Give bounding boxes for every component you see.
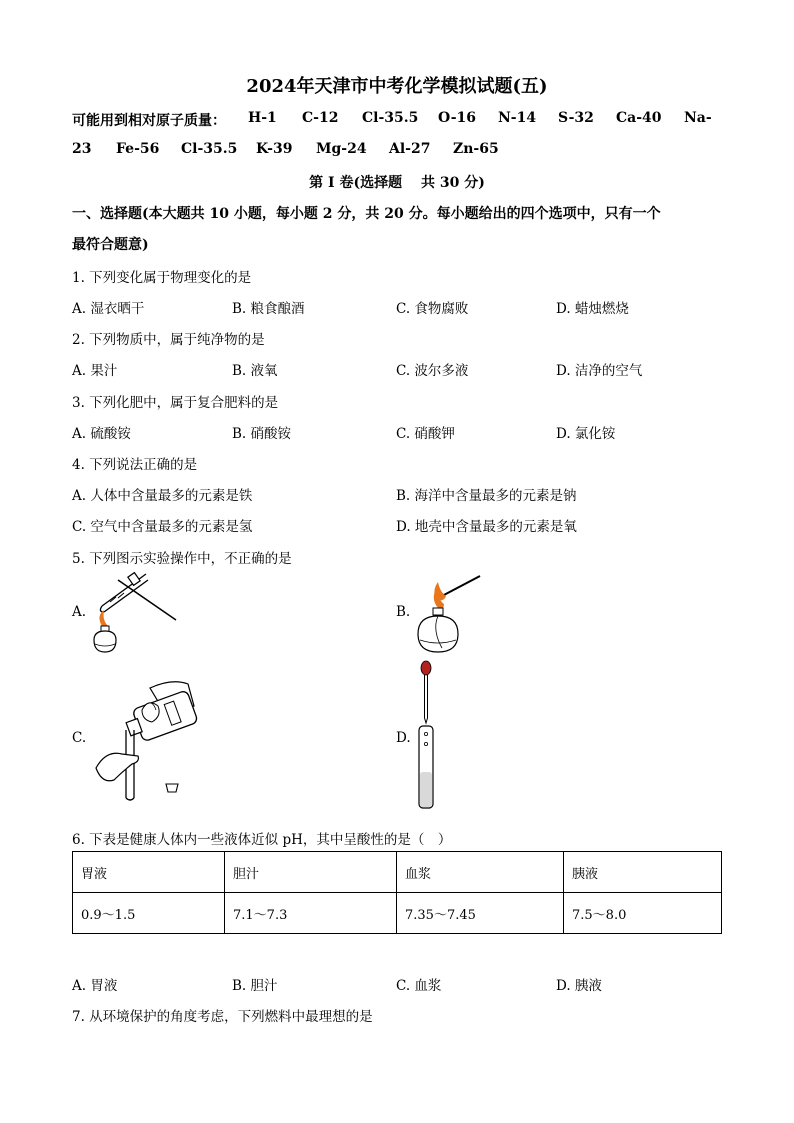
option-a: A. 硫酸铵 [72,426,131,442]
atomic-mass-item: Fe-56 [116,141,160,157]
option-d: D. 蜡烛燃烧 [556,301,629,317]
table-row [73,893,722,934]
table-cell: 7.1～7.3 [225,893,397,934]
dropper-test-tube-figure [414,660,438,812]
section-heading: 一、选择题(本大题共 10 小题，每小题 2 分，共 20 分。每小题给出的四个选项中，只有一个 [72,206,661,222]
option-a: A. [72,604,87,620]
lighting-alcohol-lamp-figure [412,574,487,656]
question-stem: 1. 下列变化属于物理变化的是 [72,270,252,286]
table-cell: 7.35～7.45 [397,893,564,934]
atomic-mass-item: H-1 [248,110,277,126]
table-header-cell: 胰液 [564,852,722,893]
atomic-mass-item: O-16 [438,110,477,126]
option-b: B. 硝酸铵 [232,426,292,442]
option-c: C. 血浆 [396,978,442,994]
table-cell: 7.5～8.0 [564,893,722,934]
atomic-mass-item: N-14 [498,110,537,126]
option-a: A. 果汁 [72,363,118,379]
question-stem: 2. 下列物质中，属于纯净物的是 [72,332,265,348]
option-a: A. 湿衣晒干 [72,301,145,317]
option-b: B. [396,604,411,620]
table-row [73,852,722,893]
question-stem: 5. 下列图示实验操作中，不正确的是 [72,551,292,567]
atomic-mass-item: Al-27 [389,141,431,157]
atomic-mass-item: S-32 [558,110,594,126]
question-stem: 6. 下表是健康人体内一些液体近似 pH，其中呈酸性的是（ ） [72,832,452,848]
atomic-mass-label: 可能用到相对原子质量： [72,113,226,129]
atomic-mass-item: Cl-35.5 [181,141,238,157]
atomic-mass-item: Na- [684,110,712,126]
option-b: B. 海洋中含量最多的元素是钠 [396,488,577,504]
option-b: B. 胆汁 [232,978,278,994]
option-a: A. 人体中含量最多的元素是铁 [72,488,253,504]
option-d: D. 地壳中含量最多的元素是氧 [396,519,577,535]
question-stem: 3. 下列化肥中，属于复合肥料的是 [72,395,279,411]
option-b: B. 液氧 [232,363,278,379]
ph-table [72,851,722,934]
atomic-mass-item: Mg-24 [316,141,367,157]
atomic-mass-item: Zn-65 [453,141,499,157]
atomic-mass-item: Cl-35.5 [362,110,419,126]
question-stem: 4. 下列说法正确的是 [72,457,198,473]
atomic-mass-item: K-39 [256,141,293,157]
volume-heading: 第 I 卷(选择题 共 30 分) [309,175,485,191]
table-header-cell: 血浆 [397,852,564,893]
atomic-mass-item: Ca-40 [616,110,662,126]
table-header-cell: 胆汁 [225,852,397,893]
table-header-cell: 胃液 [73,852,225,893]
page-title: 2024年天津市中考化学模拟试题(五) [246,76,548,97]
option-d: D. 洁净的空气 [556,363,643,379]
option-b: B. 粮食酿酒 [232,301,305,317]
question-stem: 7. 从环境保护的角度考虑，下列燃料中最理想的是 [72,1009,373,1025]
option-d: D. 氯化铵 [556,426,616,442]
option-d: D. [396,730,411,746]
pouring-liquid-figure [92,676,204,802]
option-c: C. 食物腐败 [396,301,469,317]
option-c: C. 硝酸钾 [396,426,455,442]
option-c: C. [72,730,87,746]
option-c: C. 波尔多液 [396,363,469,379]
atomic-mass-item: C-12 [302,110,339,126]
option-d: D. 胰液 [556,978,602,994]
option-c: C. 空气中含量最多的元素是氢 [72,519,253,535]
table-cell: 0.9～1.5 [73,893,225,934]
heating-test-tube-figure [88,568,183,656]
section-heading-cont: 最符合题意) [72,237,149,253]
option-a: A. 胃液 [72,978,118,994]
atomic-mass-item: 23 [72,141,92,157]
